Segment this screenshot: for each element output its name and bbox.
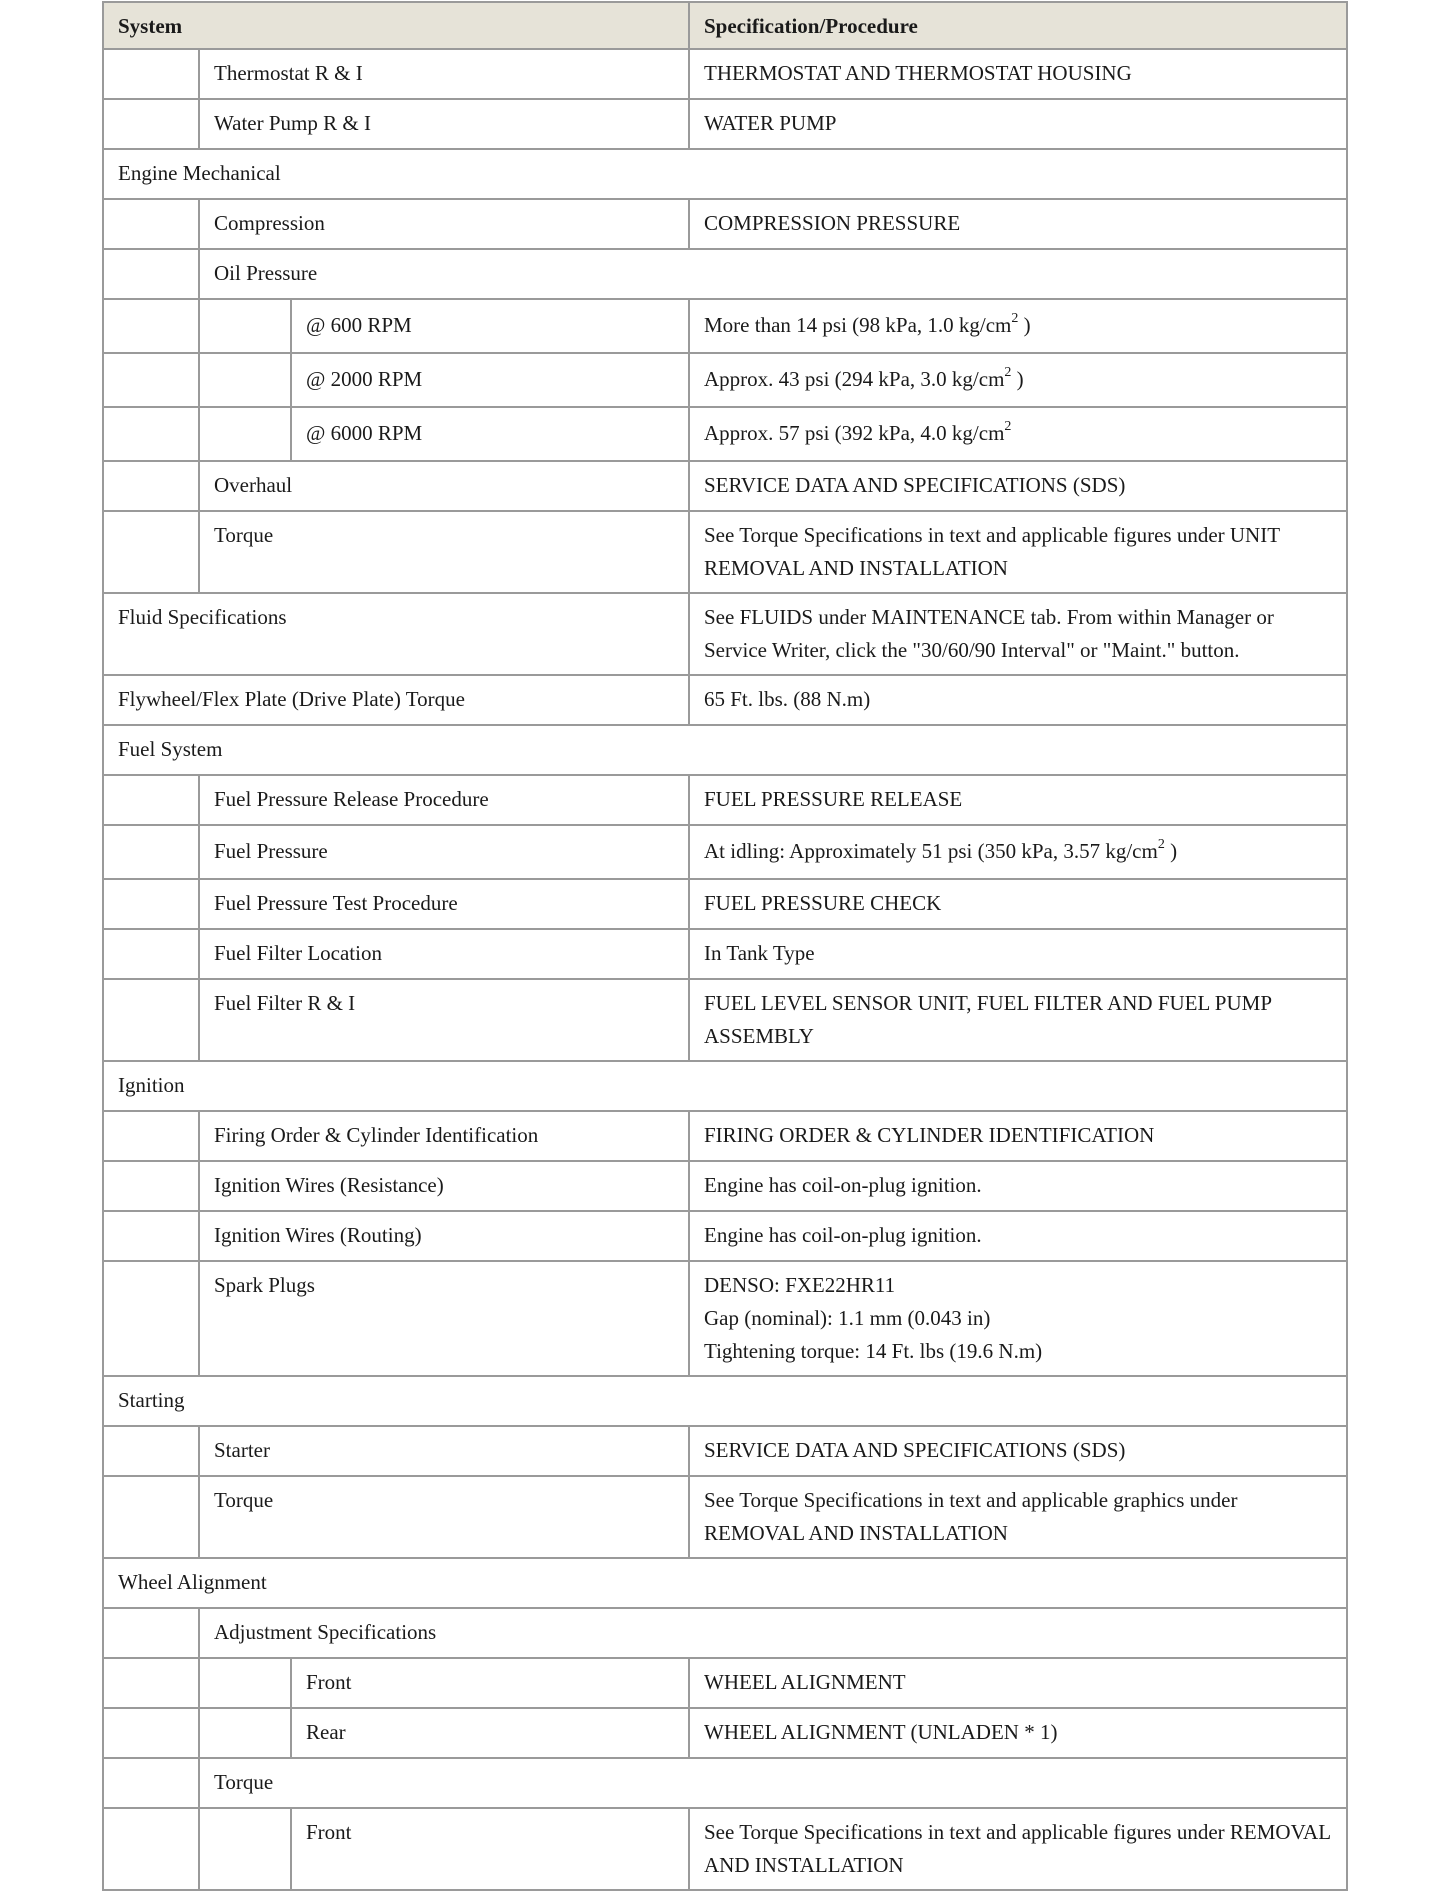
indent-cell (103, 1211, 199, 1261)
indent-cell (199, 1708, 291, 1758)
indent-cell (103, 1161, 199, 1211)
row-label: Fuel Pressure Release Procedure (199, 775, 689, 825)
section-label: Starting (103, 1376, 1347, 1426)
indent-cell (103, 1608, 199, 1658)
table-row (103, 1658, 1347, 1708)
row-label: Ignition Wires (Resistance) (199, 1161, 689, 1211)
row-value: Engine has coil-on-plug ignition. (689, 1161, 1347, 1211)
row-label: Fuel Filter Location (199, 929, 689, 979)
indent-cell (103, 1808, 199, 1890)
section-label: Wheel Alignment (103, 1558, 1347, 1608)
row-value: WATER PUMP (689, 99, 1347, 149)
row-label: Overhaul (199, 461, 689, 511)
row-value: WHEEL ALIGNMENT (UNLADEN * 1) (689, 1708, 1347, 1758)
indent-cell (103, 461, 199, 511)
row-label: @ 600 RPM (291, 299, 689, 353)
row-label: Fluid Specifications (103, 593, 689, 675)
section-row (103, 1061, 1347, 1111)
section-label: Ignition (103, 1061, 1347, 1111)
indent-cell (103, 879, 199, 929)
indent-cell (103, 353, 199, 407)
row-value (689, 407, 1347, 461)
row-label: Compression (199, 199, 689, 249)
indent-cell (103, 1476, 199, 1558)
table-row (103, 675, 1347, 725)
subsection-row (103, 1758, 1347, 1808)
section-row (103, 1558, 1347, 1608)
row-label: @ 6000 RPM (291, 407, 689, 461)
row-label: Ignition Wires (Routing) (199, 1211, 689, 1261)
spark-plug-type: DENSO: FXE22HR11 (704, 1273, 896, 1297)
table-row (103, 879, 1347, 929)
indent-cell (103, 979, 199, 1061)
indent-cell (103, 1426, 199, 1476)
row-label: @ 2000 RPM (291, 353, 689, 407)
table-row (103, 825, 1347, 879)
row-label: Fuel Pressure (199, 825, 689, 879)
table-row (103, 99, 1347, 149)
indent-cell (103, 1111, 199, 1161)
section-row (103, 725, 1347, 775)
specifications-table (102, 1, 1348, 1891)
section-label: Fuel System (103, 725, 1347, 775)
table-row (103, 775, 1347, 825)
subsection-label: Oil Pressure (199, 249, 1347, 299)
row-label: Water Pump R & I (199, 99, 689, 149)
indent-cell (103, 299, 199, 353)
table-row (103, 1808, 1347, 1890)
row-value: See Torque Specifications in text and applicable graphics under REMOVAL AND INSTALLATION (689, 1476, 1347, 1558)
indent-cell (103, 1758, 199, 1808)
value-text: More than 14 psi (98 kPa, 1.0 kg/cm (704, 313, 1012, 337)
value-text: Approx. 57 psi (392 kPa, 4.0 kg/cm (704, 421, 1005, 445)
indent-cell (103, 99, 199, 149)
value-tail: ) (1164, 839, 1178, 863)
subsection-label: Torque (199, 1758, 1347, 1808)
row-value: SERVICE DATA AND SPECIFICATIONS (SDS) (689, 1426, 1347, 1476)
table-row (103, 299, 1347, 353)
table-row (103, 1261, 1347, 1376)
superscript: 2 (1011, 311, 1019, 326)
table-row (103, 1111, 1347, 1161)
row-value: COMPRESSION PRESSURE (689, 199, 1347, 249)
row-value: See Torque Specifications in text and applicable figures under REMOVAL AND INSTALLATION (689, 1808, 1347, 1890)
row-label: Fuel Pressure Test Procedure (199, 879, 689, 929)
indent-cell (199, 407, 291, 461)
spark-plug-torque: Tightening torque: 14 Ft. lbs (19.6 N.m) (704, 1339, 1043, 1363)
indent-cell (103, 1261, 199, 1376)
row-value (689, 299, 1347, 353)
indent-cell (103, 1658, 199, 1708)
table-row (103, 1708, 1347, 1758)
superscript: 2 (1157, 837, 1165, 852)
indent-cell (199, 1808, 291, 1890)
indent-cell (103, 825, 199, 879)
table-row (103, 407, 1347, 461)
superscript: 2 (1004, 419, 1012, 434)
row-value (689, 1261, 1347, 1376)
table-row (103, 1211, 1347, 1261)
row-value: THERMOSTAT AND THERMOSTAT HOUSING (689, 49, 1347, 99)
table-row (103, 979, 1347, 1061)
superscript: 2 (1004, 365, 1012, 380)
table-row (103, 1161, 1347, 1211)
section-row (103, 149, 1347, 199)
row-value: FUEL PRESSURE RELEASE (689, 775, 1347, 825)
value-tail: ) (1018, 313, 1031, 337)
indent-cell (103, 775, 199, 825)
header-system: System (103, 2, 689, 49)
table-header-row (103, 2, 1347, 49)
row-label: Front (291, 1808, 689, 1890)
indent-cell (103, 49, 199, 99)
section-label: Engine Mechanical (103, 149, 1347, 199)
subsection-row (103, 249, 1347, 299)
row-value: In Tank Type (689, 929, 1347, 979)
indent-cell (199, 1658, 291, 1708)
table-row (103, 199, 1347, 249)
table-row (103, 1426, 1347, 1476)
table-row (103, 461, 1347, 511)
table-row (103, 1476, 1347, 1558)
table-row (103, 929, 1347, 979)
indent-cell (103, 511, 199, 593)
table-row (103, 511, 1347, 593)
row-label: Spark Plugs (199, 1261, 689, 1376)
row-label: Torque (199, 511, 689, 593)
row-label: Starter (199, 1426, 689, 1476)
header-specification: Specification/Procedure (689, 2, 1347, 49)
row-label: Fuel Filter R & I (199, 979, 689, 1061)
spark-plug-gap: Gap (nominal): 1.1 mm (0.043 in) (704, 1306, 991, 1330)
value-tail: ) (1011, 367, 1024, 391)
row-value: WHEEL ALIGNMENT (689, 1658, 1347, 1708)
section-row (103, 1376, 1347, 1426)
indent-cell (103, 249, 199, 299)
row-value: Engine has coil-on-plug ignition. (689, 1211, 1347, 1261)
indent-cell (103, 929, 199, 979)
row-value: FUEL LEVEL SENSOR UNIT, FUEL FILTER AND FUEL PUMP ASSEMBLY (689, 979, 1347, 1061)
table-row (103, 593, 1347, 675)
table-row (103, 353, 1347, 407)
row-value: FIRING ORDER & CYLINDER IDENTIFICATION (689, 1111, 1347, 1161)
value-text: At idling: Approximately 51 psi (350 kPa, 3.57 kg/cm (704, 839, 1158, 863)
row-label: Flywheel/Flex Plate (Drive Plate) Torque (103, 675, 689, 725)
table-row (103, 49, 1347, 99)
indent-cell (103, 1708, 199, 1758)
row-label: Firing Order & Cylinder Identification (199, 1111, 689, 1161)
row-value (689, 353, 1347, 407)
row-value: 65 Ft. lbs. (88 N.m) (689, 675, 1347, 725)
row-value: FUEL PRESSURE CHECK (689, 879, 1347, 929)
indent-cell (103, 199, 199, 249)
row-value (689, 825, 1347, 879)
row-value: SERVICE DATA AND SPECIFICATIONS (SDS) (689, 461, 1347, 511)
row-value: See FLUIDS under MAINTENANCE tab. From within Manager or Service Writer, click the "30/60/90 Interval" or "Maint." button. (689, 593, 1347, 675)
indent-cell (199, 353, 291, 407)
indent-cell (103, 407, 199, 461)
subsection-label: Adjustment Specifications (199, 1608, 1347, 1658)
row-label: Torque (199, 1476, 689, 1558)
row-value: See Torque Specifications in text and applicable figures under UNIT REMOVAL AND INSTALLATION (689, 511, 1347, 593)
indent-cell (199, 299, 291, 353)
value-text: Approx. 43 psi (294 kPa, 3.0 kg/cm (704, 367, 1005, 391)
subsection-row (103, 1608, 1347, 1658)
row-label: Rear (291, 1708, 689, 1758)
row-label: Thermostat R & I (199, 49, 689, 99)
row-label: Front (291, 1658, 689, 1708)
